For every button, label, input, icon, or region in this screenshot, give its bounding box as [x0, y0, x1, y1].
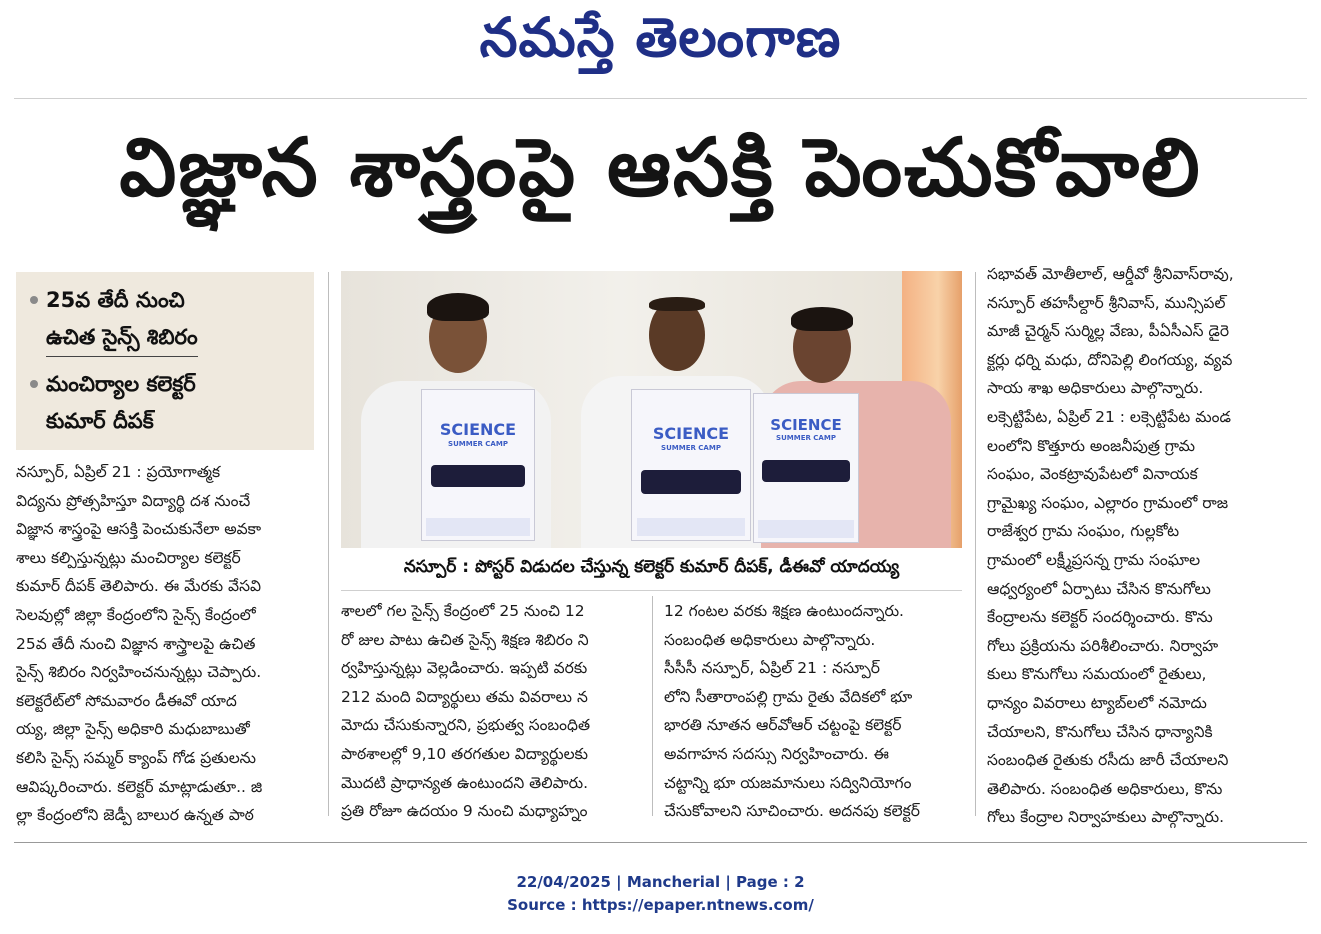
text-line: లోని సీతారాంపల్లి గ్రామ రైతు వేదికలో భూ	[664, 687, 913, 706]
text-line: సీసీసీ నస్పూర్, ఏప్రిల్ 21 : నస్పూర్	[664, 659, 881, 678]
highlight-item	[46, 282, 296, 357]
poster-subtitle: SUMMER CAMP	[661, 444, 721, 452]
article-column-2	[341, 597, 641, 826]
poster-footer	[637, 518, 746, 536]
science-camp-poster	[421, 389, 535, 541]
article-headline	[14, 122, 1307, 232]
masthead-divider	[14, 98, 1307, 99]
text-line: మోదు చేసుకున్నారని, ప్రభుత్వ సంబంధిత	[341, 716, 591, 735]
headline-text: విజ్ఞాన శాస్త్రంపై ఆసక్తి పెంచుకోవాలి	[119, 120, 1202, 214]
text-line: నస్పూర్, ఏప్రిల్ 21 : ప్రయోగాత్మక	[16, 463, 221, 481]
text-line: చేయాలని, కొనుగోలు చేసిన ధాన్యానికి	[987, 722, 1213, 741]
text-line: శాలలో గల సైన్స్ కేంద్రంలో 25 నుంచి 12	[341, 602, 585, 620]
text-line: అవగాహన సదస్సు నిర్వహించారు. ఈ	[664, 744, 889, 763]
person-hair	[427, 293, 489, 321]
poster-footer	[426, 518, 529, 536]
column-divider	[328, 272, 329, 816]
text-line: క్టర్లు ధర్ని మధు, దోనిపెల్లి లింగయ్య, వ్యవ	[987, 350, 1233, 369]
poster-band	[641, 470, 740, 494]
science-camp-poster	[631, 389, 751, 541]
text-line: తెలిపారు. సంబంధిత అధికారులు, కొను	[987, 779, 1223, 798]
photo-bottom-rule	[341, 590, 962, 591]
newspaper-masthead	[0, 5, 1321, 80]
text-line: కలిసి సైన్స్ సమ్మర్ క్యాంప్ గోడ ప్రతులను	[16, 748, 256, 767]
poster-band	[431, 465, 525, 487]
source-link[interactable]: Source : https://epaper.ntnews.com/	[507, 896, 814, 914]
text-line: సాయ శాఖ అధికారులు పాల్గొన్నారు.	[987, 379, 1204, 398]
bullet-dot-icon	[30, 380, 38, 388]
text-line: 12 గంటల వరకు శిక్షణ ఉంటుందన్నారు.	[664, 602, 904, 620]
text-line: నస్పూర్ తహసీల్దార్ శ్రీనివాస్, మున్సిపల్	[987, 293, 1226, 312]
text-line: లంలోని కొత్తూరు అంజనీపుత్ర గ్రామ	[987, 436, 1196, 455]
text-line: గోలు ప్రక్రియను పరిశీలించారు. నిర్వాహ	[987, 636, 1219, 655]
text-line: సంబంధిత రైతుకు రసీదు జారీ చేయాలని	[987, 751, 1229, 770]
text-line: ధాన్యం వివరాలు ట్యాబ్‌లలో నమోదు	[987, 693, 1207, 712]
article-column-1	[16, 458, 316, 830]
text-line: సభావత్ మోతీలాల్, ఆర్డీవో శ్రీనివాస్‌రావు,	[987, 265, 1234, 283]
text-line: సంఘం, వెంకట్రావుపేటలో వినాయక	[987, 465, 1198, 484]
poster-title: SCIENCE	[770, 416, 842, 434]
text-line: రో జుల పాటు ఉచిత సైన్స్ శిక్షణ శిబిరం ని	[341, 630, 589, 649]
text-line: కులు కొనుగోలు సమయంలో రైతులు,	[987, 665, 1207, 684]
column-divider	[652, 596, 653, 816]
article-column-4	[987, 260, 1287, 832]
text-line: భారతి నూతన ఆర్‌వోఆర్ చట్టంపై కలెక్టర్	[664, 716, 902, 735]
highlight-item	[46, 366, 296, 440]
person-hair	[649, 297, 705, 311]
text-line: గ్రామైఖ్య సంఘం, ఎల్లారం గ్రామంలో రాజ	[987, 493, 1229, 512]
text-line: 212 మంది విద్యార్థులు తమ వివరాలు న	[341, 687, 588, 706]
text-line: య్య, జిల్లా సైన్స్ అధికారి మధుబాబుతో	[16, 720, 250, 739]
text-line: రాజేశ్వర గ్రామ సంఘం, గుల్లకోట	[987, 522, 1180, 541]
poster-subtitle: SUMMER CAMP	[776, 434, 836, 442]
edition-info: 22/04/2025 | Mancherial | Page : 2	[516, 873, 805, 891]
text-line: గోలు కేంద్రాల నిర్వాహకులు పాల్గొన్నారు.	[987, 808, 1225, 827]
text-line: గ్రామంలో లక్ష్మీప్రసన్న గ్రామ సంఘాల	[987, 550, 1201, 569]
bullet-dot-icon	[30, 296, 38, 304]
highlight-line: ఉచిత సైన్స్ శిబిరం	[46, 319, 198, 357]
text-line: విజ్ఞాన శాస్త్రంపై ఆసక్తి పెంచుకునేలా అవకా	[16, 520, 262, 539]
text-line: విద్యను ప్రోత్సహిస్తూ విద్యార్థి దశ నుంచే	[16, 491, 251, 510]
text-line: కలెక్టరేట్‌లో సోమవారం డీఈవో యాద	[16, 691, 237, 710]
highlights-box	[16, 272, 314, 450]
text-line: చేసుకోవాలని సూచించారు. అదనపు కలెక్టర్	[664, 802, 920, 821]
poster-title: SCIENCE	[652, 424, 730, 443]
highlight-line: 25వ తేదీ నుంచి	[46, 288, 185, 312]
poster-band	[762, 460, 849, 482]
text-line: 25వ తేదీ నుంచి విజ్ఞాన శాస్త్రాలపై ఉచిత	[16, 634, 256, 653]
highlight-line: మంచిర్యాల కలెక్టర్	[46, 372, 196, 396]
photo-caption: నస్పూర్ : పోస్టర్ విడుదల చేస్తున్న కలెక్టర్ కుమార్ దీపక్, డీఈవో యాదయ్య	[403, 557, 900, 577]
poster-footer	[758, 520, 854, 538]
text-line: మొదటి ప్రాధాన్యత ఉంటుందని తెలిపారు.	[341, 773, 589, 792]
person-hair	[791, 307, 853, 331]
text-line: మాజీ చైర్మన్ సుర్మిల్ల వేణు, పీఏసీఎస్ డైరె	[987, 322, 1230, 341]
masthead-title: నమస్తే తెలంగాణ	[479, 5, 842, 69]
poster-title: SCIENCE	[439, 420, 517, 439]
poster-subtitle: SUMMER CAMP	[448, 440, 508, 448]
text-line: చట్టాన్ని భూ యజమానులు సద్వినియోగం	[664, 773, 912, 792]
news-photo	[341, 271, 962, 548]
text-line: ఆధ్వర్యంలో ఏర్పాటు చేసిన కొనుగోలు	[987, 579, 1211, 598]
text-line: కేంద్రాలను కలెక్టర్ సందర్శించారు. కొను	[987, 608, 1213, 627]
text-line: ల్లా కేంద్రంలోని జెడ్పీ బాలుర ఉన్నత పాఠ	[16, 806, 254, 825]
text-line: సైన్స్ శిబిరం నిర్వహించనున్నట్లు చెప్పారు.	[16, 663, 262, 682]
text-line: లక్సెట్టిపేట, ఏప్రిల్ 21 : లక్సెట్టిపేట మండ	[987, 407, 1231, 426]
text-line: శాలు కల్పిస్తున్నట్లు మంచిర్యాల కలెక్టర్	[16, 548, 241, 567]
text-line: కుమార్ దీపక్ తెలిపారు. ఈ మేరకు వేసవి	[16, 577, 261, 596]
text-line: సెలవుల్లో జిల్లా కేంద్రంలోని సైన్స్ కేంద్రంలో	[16, 605, 256, 624]
text-line: పాఠశాలల్లో 9,10 తరగతుల విద్యార్థులకు	[341, 744, 589, 763]
text-line: ఆవిష్కరించారు. కలెక్టర్ మాట్లాడుతూ.. జి	[16, 777, 263, 796]
article-bottom-rule	[14, 842, 1307, 843]
text-line: ర్వహిస్తున్నట్లు వెల్లడించారు. ఇప్పటి వరకు	[341, 659, 588, 678]
column-divider	[975, 272, 976, 816]
highlight-line: కుమార్ దీపక్	[46, 409, 154, 433]
text-line: ప్రతి రోజూ ఉదయం 9 నుంచి మధ్యాహ్నం	[341, 802, 588, 821]
science-camp-poster	[753, 393, 859, 543]
article-column-3	[664, 597, 964, 826]
text-line: సంబంధిత అధికారులు పాల్గొన్నారు.	[664, 630, 876, 649]
